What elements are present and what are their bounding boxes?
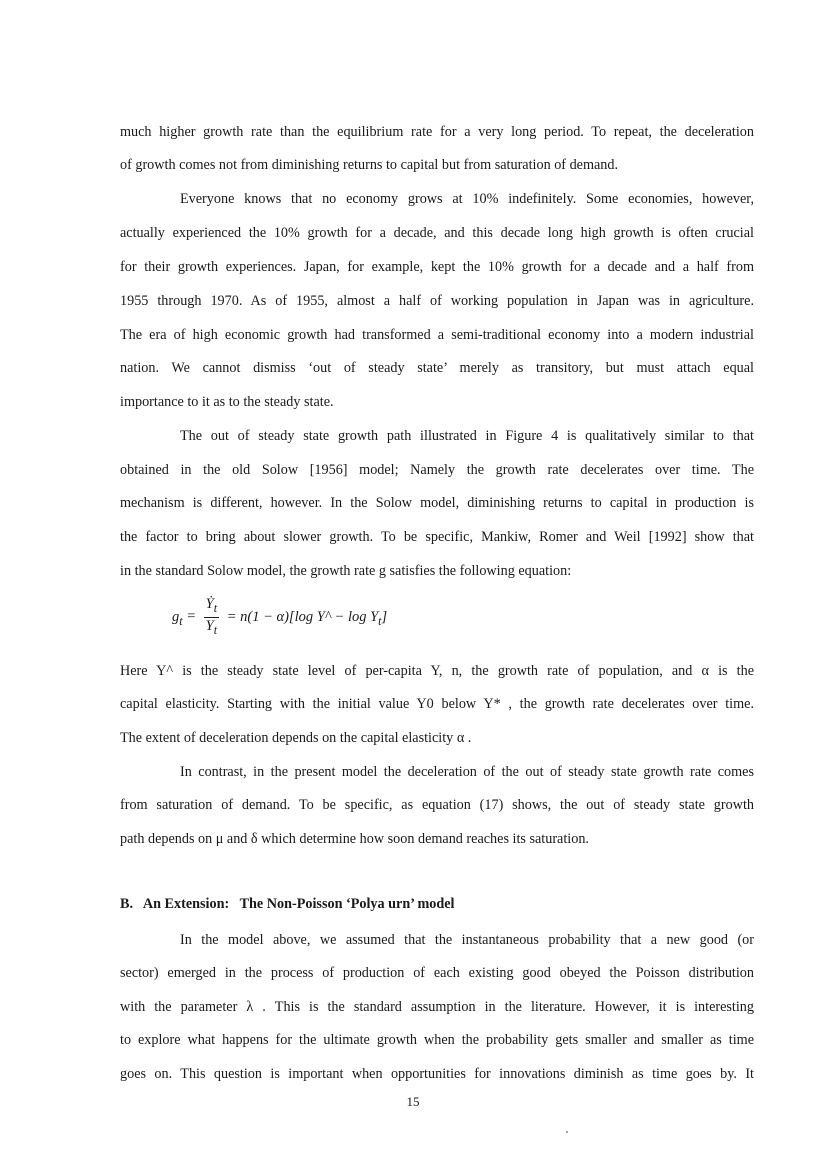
body-line-22: sector) emerged in the process of production of each existing good obeyed the Poisson distribution <box>120 965 754 981</box>
body-line-8: nation. We cannot dismiss ‘out of steady state’ merely as transitory, but must attach equal <box>120 360 754 376</box>
body-line-5: for their growth experiences. Japan, for example, kept the 10% growth for a decade and a half from <box>120 259 754 275</box>
scan-speck <box>566 1131 568 1133</box>
body-line-17: The extent of deceleration depends on the capital elasticity α . <box>120 730 472 746</box>
body-line-6: 1955 through 1970. As of 1955, almost a half of working population in Japan was in agriculture. <box>120 293 754 309</box>
body-line-20: path depends on μ and δ which determine how soon demand reaches its saturation. <box>120 831 589 847</box>
body-line-14: in the standard Solow model, the growth rate g satisfies the following equation: <box>120 563 572 579</box>
body-line-13: the factor to bring about slower growth. To be specific, Mankiw, Romer and Weil [1992] show that <box>120 529 754 545</box>
body-line-24: to explore what happens for the ultimate growth when the probability gets smaller and smaller as time <box>120 1032 754 1048</box>
body-line-9: importance to it as to the steady state. <box>120 394 334 410</box>
body-line-21: In the model above, we assumed that the instantaneous probability that a new good (or <box>180 932 754 948</box>
body-line-11: obtained in the old Solow [1956] model; Namely the growth rate decelerates over time. The <box>120 462 754 478</box>
growth-rate-equation: $g_t$ = $\frac{Ẏ_t}{Y_t}$ = n(1 − α)[log Y^ − $\log Y_t$] <box>172 596 388 637</box>
body-line-19: from saturation of demand. To be specific, as equation (17) shows, the out of steady state growth <box>120 797 754 813</box>
body-line-3: Everyone knows that no economy grows at 10% indefinitely. Some economies, however, <box>180 191 754 207</box>
body-line-2: of growth comes not from diminishing returns to capital but from saturation of demand. <box>120 157 619 173</box>
body-line-10: The out of steady state growth path illustrated in Figure 4 is qualitatively similar to that <box>180 428 754 444</box>
body-line-1: much higher growth rate than the equilibrium rate for a very long period. To repeat, the deceleration <box>120 124 754 140</box>
page-number: 15 <box>406 1094 420 1109</box>
body-line-4: actually experienced the 10% growth for a decade, and this decade long high growth is often crucial <box>120 225 754 241</box>
eq-lhs: $g_t$ <box>172 608 183 628</box>
eq-fraction: $\frac{Ẏ_t}{Y_t}$ <box>205 596 218 637</box>
body-line-18: In contrast, in the present model the deceleration of the out of steady state growth rate comes <box>180 764 754 780</box>
body-line-15: Here Y^ is the steady state level of per-capita Y, n, the growth rate of population, and α is the <box>120 663 754 679</box>
body-line-12: mechanism is different, however. In the Solow model, diminishing returns to capital in production is <box>120 495 754 511</box>
body-line-23: with the parameter λ . This is the standard assumption in the literature. However, it is interesting <box>120 999 754 1015</box>
section-heading: B. An Extension: The Non-Poisson ‘Polya urn’ model <box>120 896 455 912</box>
body-line-25: goes on. This question is important when opportunities for innovations diminish as time goes by. It <box>120 1066 754 1082</box>
eq-rhs: = n(1 − α)[log Y^ − $\log Y_t$] <box>226 608 388 628</box>
body-line-16: capital elasticity. Starting with the initial value Y0 below Y* , the growth rate decelerates over time. <box>120 696 754 712</box>
body-line-7: The era of high economic growth had transformed a semi-traditional economy into a modern industrial <box>120 327 754 343</box>
